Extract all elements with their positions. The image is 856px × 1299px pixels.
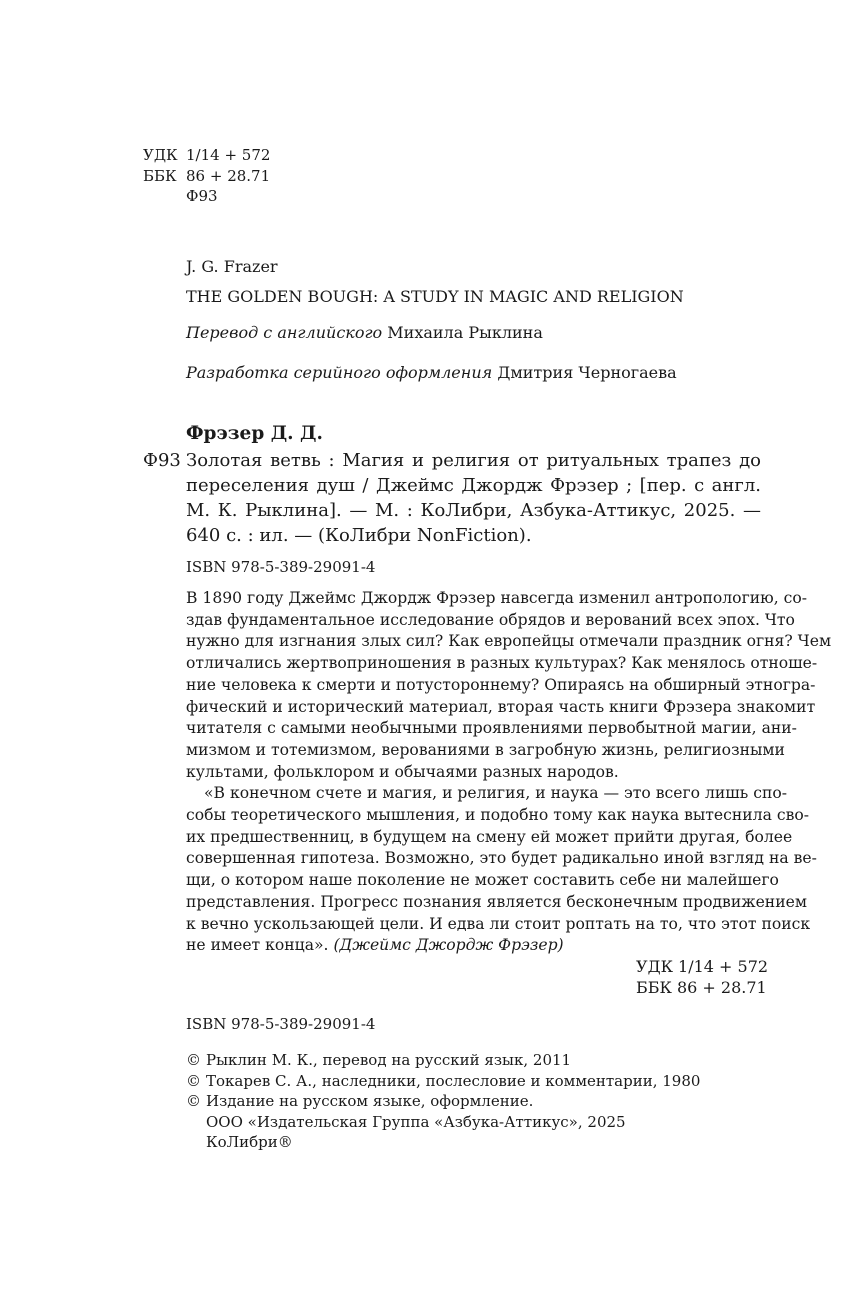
brand-line: КоЛибри®: [206, 1133, 293, 1151]
bib-line: 640 с. : ил. — (КоЛибри NonFiction).: [186, 525, 532, 546]
bib-description: [186, 448, 761, 548]
copyright-line: Издание на русском языке, оформление.: [206, 1092, 534, 1110]
quote-attribution: (Джеймс Джордж Фрэзер): [333, 936, 564, 955]
bib-line: переселения душ / Джеймс Джордж Фрэзер ; [пер. с англ.: [186, 475, 761, 496]
original-title: THE GOLDEN BOUGH: A STUDY IN MAGIC AND RELIGION: [186, 287, 684, 306]
annotation: [186, 588, 832, 957]
designer-credit: [186, 353, 677, 393]
udk-right-block: [636, 956, 768, 998]
copyright-line: Рыклин М. К., перевод на русский язык, 2011: [206, 1051, 572, 1069]
quote-line: не имеет конца».: [186, 936, 329, 955]
quote-line: совершенная гипотеза. Возможно, это будет радикально иной взгляд на ве-: [186, 849, 817, 868]
original-title-block: [186, 252, 684, 312]
quote-line: «В конечном счете и магия, и религия, и наука — это всего лишь спо-: [204, 784, 787, 803]
translator-credit: [186, 313, 677, 353]
credit-role: Разработка серийного оформления: [186, 363, 493, 382]
udk-label: УДК: [143, 146, 178, 164]
publisher-line: ООО «Издательская Группа «Азбука-Аттикус», 2025: [206, 1112, 626, 1131]
copyright-icon: ©: [186, 1092, 201, 1110]
original-author: J. G. Frazer: [186, 257, 278, 276]
annotation-line: здав фундаментальное исследование обрядов и верований всех эпох. Что: [186, 610, 795, 629]
isbn-bottom: ISBN 978-5-389-29091-4: [186, 1015, 376, 1033]
bib-code: Ф93: [143, 450, 181, 471]
copyright-block: [186, 1050, 700, 1153]
annotation-line: мизмом и тотемизмом, верованиями в загробную жизнь, религиозными: [186, 740, 785, 759]
quote-line: к вечно ускользающей цели. И едва ли стоит роптать на то, что этот поиск: [186, 914, 811, 933]
annotation-line: читателя с самыми необычными проявлениями первобытной магии, ани-: [186, 719, 797, 738]
bib-author: Фрэзер Д. Д.: [186, 423, 323, 444]
annotation-line: фический и исторический материал, вторая часть книги Фрэзера знакомит: [186, 697, 816, 716]
annotation-line: В 1890 году Джеймс Джордж Фрэзер навсегда изменил антропологию, со-: [186, 589, 808, 607]
quote-line: собы теоретического мышления, и подобно тому как наука вытеснила сво-: [186, 806, 810, 825]
isbn: ISBN 978-5-389-29091-4: [186, 558, 376, 576]
copyright-icon: ©: [186, 1071, 201, 1090]
bib-line: М. К. Рыклина]. — М. : КоЛибри, Азбука-Аттикус, 2025. —: [186, 500, 761, 521]
annotation-line: отличались жертвоприношения в разных культурах? Как менялось отноше-: [186, 654, 818, 673]
quote-line: их предшественниц, в будущем на смену ей может прийти другая, более: [186, 827, 793, 846]
copyright-icon: ©: [186, 1051, 201, 1069]
udk-value: 1/14 + 572: [186, 146, 271, 164]
udk-right: УДК 1/14 + 572: [636, 957, 769, 976]
bbk-right: ББК 86 + 28.71: [636, 978, 767, 997]
annotation-line: культами, фольклором и обычаями разных народов.: [186, 762, 619, 781]
quote-line: щи, о котором наше поколение не может составить себе ни малейшего: [186, 871, 779, 890]
credit-name: Михаила Рыклина: [387, 323, 543, 342]
credits-block: [186, 313, 677, 393]
copyright-line: Токарев С. А., наследники, послесловие и комментарии, 1980: [206, 1071, 701, 1090]
author-sign: Ф93: [186, 187, 218, 205]
annotation-line: нужно для изгнания злых сил? Как европейцы отмечали праздник огня? Чем: [186, 632, 832, 651]
credit-role: Перевод с английского: [186, 323, 383, 342]
bib-line: Золотая ветвь : Магия и религия от ритуальных трапез до: [186, 450, 761, 471]
credit-name: Дмитрия Черногаева: [497, 363, 677, 382]
quote-last-line: [186, 935, 761, 957]
bbk-value: 86 + 28.71: [186, 166, 271, 185]
classification-block: [143, 145, 270, 207]
bbk-label: ББК: [143, 166, 177, 185]
annotation-line: ние человека к смерти и потустороннему? Опираясь на обширный этногра-: [186, 675, 816, 694]
quote-line: представления. Прогресс познания является бесконечным продвижением: [186, 892, 807, 911]
